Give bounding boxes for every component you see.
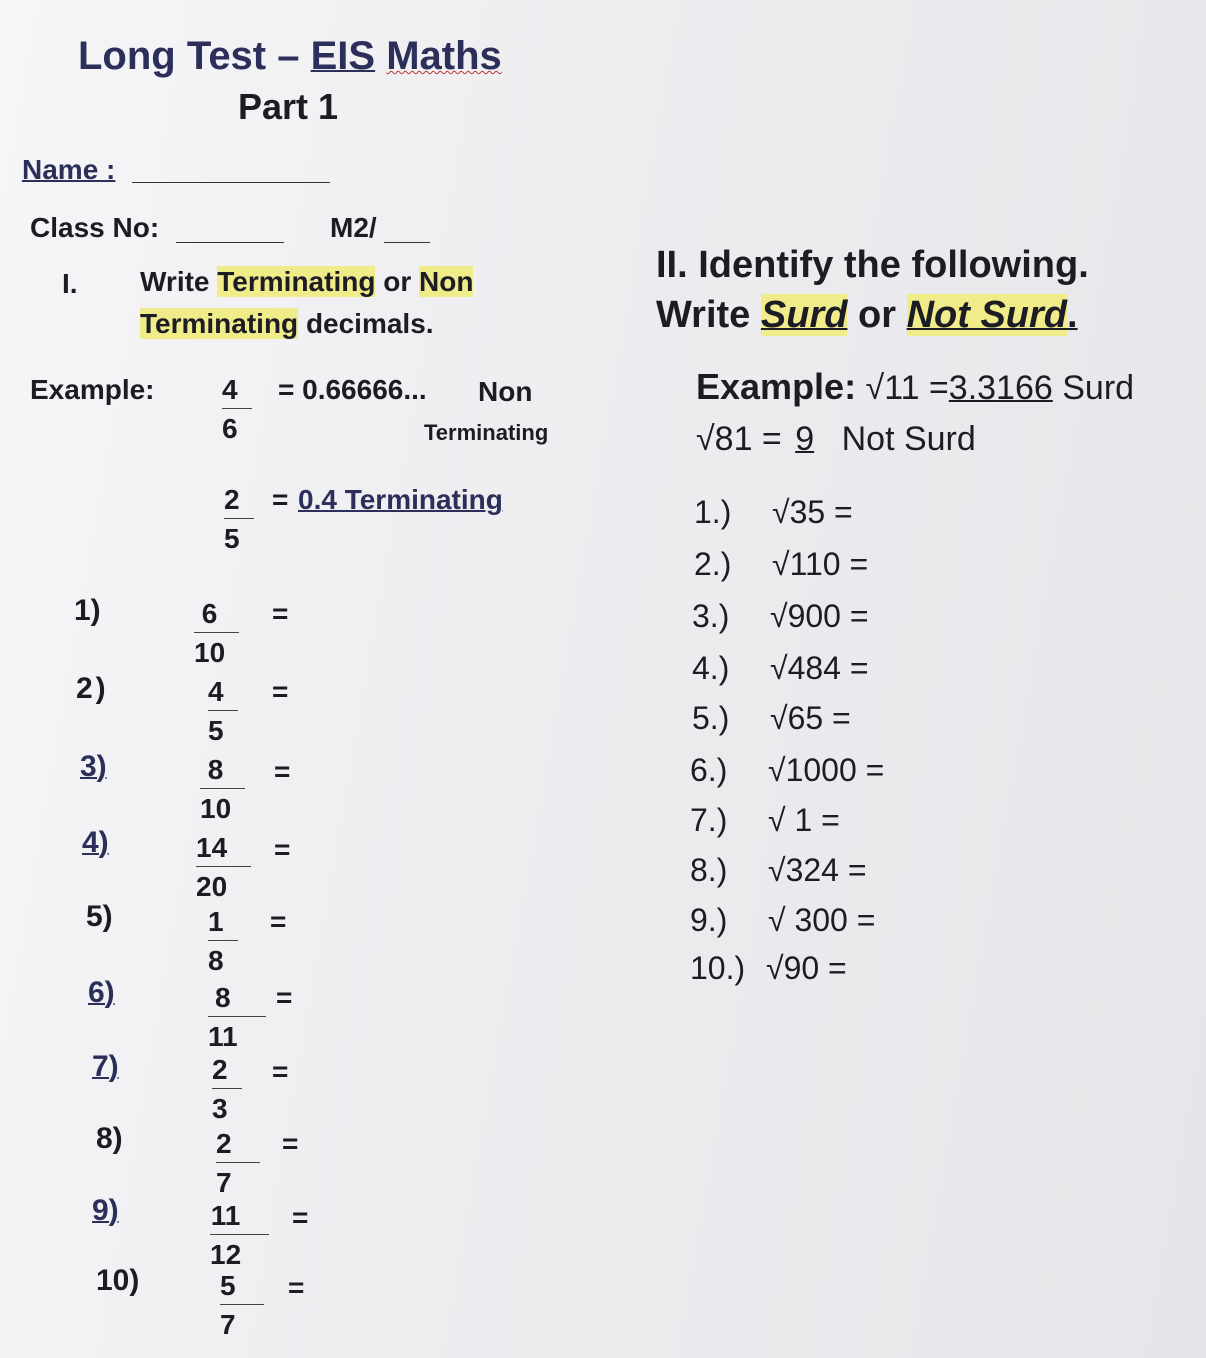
- section1-line1: [140, 266, 473, 298]
- word-write: Write: [656, 294, 751, 336]
- item-equals: =: [272, 1056, 289, 1087]
- fraction-denominator: 11: [208, 1021, 238, 1052]
- class-blank[interactable]: [176, 242, 284, 243]
- item-label: 2.): [694, 546, 732, 582]
- fraction-numerator: 2: [216, 1128, 260, 1163]
- highlight-not-surd: Not Surd: [906, 294, 1068, 336]
- fraction-numerator: 8: [208, 982, 266, 1017]
- fraction-denominator: 20: [196, 871, 228, 902]
- item-equals: =: [274, 756, 291, 787]
- name-blank[interactable]: [132, 182, 330, 183]
- example1-result: = 0.66666...: [278, 374, 427, 405]
- item-expression: √900 =: [770, 598, 869, 634]
- example2-eq: =: [272, 484, 289, 515]
- highlight-terminating: Terminating: [217, 266, 376, 297]
- page-title: [78, 34, 502, 79]
- fraction-denominator: 8: [208, 945, 224, 976]
- fraction-numerator: 1: [208, 906, 238, 941]
- fraction-numerator: 4: [222, 374, 252, 409]
- item-label: 9.): [690, 902, 728, 938]
- item-equals: =: [292, 1202, 309, 1233]
- example2-result: 0.4 Terminating: [298, 484, 503, 515]
- example-value: 3.3166: [948, 369, 1053, 407]
- example-answer: Surd: [1062, 369, 1135, 407]
- item-equals: =: [274, 834, 291, 865]
- item-equals: =: [282, 1128, 299, 1159]
- surd-item: [692, 650, 869, 687]
- example1-word1: Non: [478, 376, 533, 407]
- item-equals: =: [288, 1272, 305, 1303]
- item-expression: √484 =: [770, 650, 869, 686]
- section2-line2: [656, 294, 1078, 337]
- item-expression: √65 =: [770, 700, 851, 736]
- item-expression: √110 =: [772, 546, 869, 582]
- item-fraction: [212, 1054, 242, 1125]
- item-expression: √1000 =: [768, 752, 885, 788]
- class-code-blank[interactable]: [384, 242, 430, 243]
- item-label: 9): [92, 1194, 119, 1227]
- class-label: Class No:: [30, 212, 160, 243]
- example1-word2: Terminating: [424, 420, 549, 445]
- item-label: 8.): [690, 852, 728, 888]
- surd-item: [690, 802, 840, 839]
- title-eis: EIS: [310, 34, 376, 78]
- item-label: 1.): [694, 494, 732, 530]
- example1-fraction: [222, 374, 252, 445]
- item-equals: =: [272, 598, 289, 629]
- highlight-surd: Surd: [760, 294, 848, 336]
- surd-item: [690, 950, 847, 987]
- item-label: 6): [88, 976, 115, 1009]
- example-expression: √81 =: [696, 420, 782, 458]
- fraction-numerator: 2: [224, 484, 254, 519]
- item-equals: =: [270, 906, 287, 937]
- fraction-denominator: 7: [220, 1309, 236, 1340]
- item-label: 3): [80, 750, 107, 783]
- section1-roman: I.: [62, 268, 78, 299]
- item-expression: √ 300 =: [768, 902, 876, 938]
- item-fraction: [210, 1200, 269, 1271]
- item-equals: =: [272, 676, 289, 707]
- fraction-denominator: 6: [222, 413, 238, 444]
- class-code: M2/: [330, 212, 377, 243]
- example-label: Example:: [30, 374, 155, 405]
- word-write: Write: [140, 266, 210, 297]
- fraction-numerator: 8: [200, 754, 245, 789]
- item-fraction: [208, 906, 238, 977]
- fraction-numerator: 11: [210, 1200, 269, 1235]
- section1-line2: [140, 308, 434, 340]
- item-label: 7.): [690, 802, 728, 838]
- item-expression: √ 1 =: [768, 802, 840, 838]
- item-label: 7): [92, 1050, 119, 1083]
- item-label: 10.): [690, 950, 746, 986]
- surd-item: [692, 598, 869, 635]
- surd-item: [690, 852, 867, 889]
- highlight-non: Non: [419, 266, 474, 297]
- section2-example1: [696, 366, 1134, 408]
- fraction-denominator: 10: [200, 793, 232, 824]
- item-equals: =: [276, 982, 293, 1013]
- section2-line1: II. Identify the following.: [656, 244, 1089, 286]
- item-fraction: [216, 1128, 260, 1199]
- fraction-denominator: 5: [208, 715, 224, 746]
- item-expression: √35 =: [772, 494, 853, 530]
- item-fraction: [208, 676, 238, 747]
- fraction-numerator: 14: [196, 832, 251, 867]
- word-or: or: [383, 266, 412, 297]
- highlight-terminating-2: Terminating: [140, 308, 299, 339]
- item-label: 5): [86, 900, 113, 933]
- surd-item: [692, 700, 851, 737]
- surd-item: [690, 902, 875, 939]
- item-fraction: [194, 598, 239, 669]
- surd-item: [694, 546, 868, 583]
- item-expression: √324 =: [768, 852, 867, 888]
- section2-example2: [696, 420, 976, 459]
- example-value: 9: [795, 420, 815, 458]
- item-label: 6.): [690, 752, 728, 788]
- item-fraction: [220, 1270, 264, 1341]
- fraction-denominator: 5: [224, 523, 240, 554]
- fraction-denominator: 3: [212, 1093, 228, 1124]
- name-label: Name :: [22, 154, 116, 185]
- part-heading: Part 1: [238, 86, 339, 127]
- word-or: or: [858, 294, 897, 336]
- item-fraction: [208, 982, 266, 1053]
- item-fraction: [200, 754, 245, 825]
- example-expression: √11 =: [865, 369, 949, 407]
- period: .: [1067, 294, 1078, 336]
- item-fraction: [196, 832, 251, 903]
- surd-item: [690, 752, 884, 789]
- example2-fraction: [224, 484, 254, 555]
- item-label: 10): [96, 1264, 140, 1297]
- item-label: 5.): [692, 700, 730, 736]
- word-decimals: decimals.: [305, 308, 434, 339]
- item-label: 3.): [692, 598, 730, 634]
- fraction-denominator: 10: [194, 637, 226, 668]
- fraction-denominator: 7: [216, 1167, 232, 1198]
- item-label: 2): [76, 672, 109, 705]
- fraction-numerator: 6: [194, 598, 239, 633]
- item-label: 1): [74, 594, 101, 627]
- title-maths: Maths: [386, 34, 502, 78]
- item-expression: √90 =: [766, 950, 847, 986]
- fraction-numerator: 2: [212, 1054, 242, 1089]
- item-label: 8): [96, 1122, 123, 1155]
- fraction-denominator: 12: [210, 1239, 242, 1270]
- fraction-numerator: 5: [220, 1270, 264, 1305]
- item-label: 4): [82, 826, 109, 859]
- item-label: 4.): [692, 650, 730, 686]
- surd-item: [694, 494, 853, 531]
- title-prefix: Long Test –: [78, 34, 300, 78]
- example-answer: Not Surd: [841, 420, 976, 458]
- example-label: Example:: [696, 366, 857, 407]
- fraction-numerator: 4: [208, 676, 238, 711]
